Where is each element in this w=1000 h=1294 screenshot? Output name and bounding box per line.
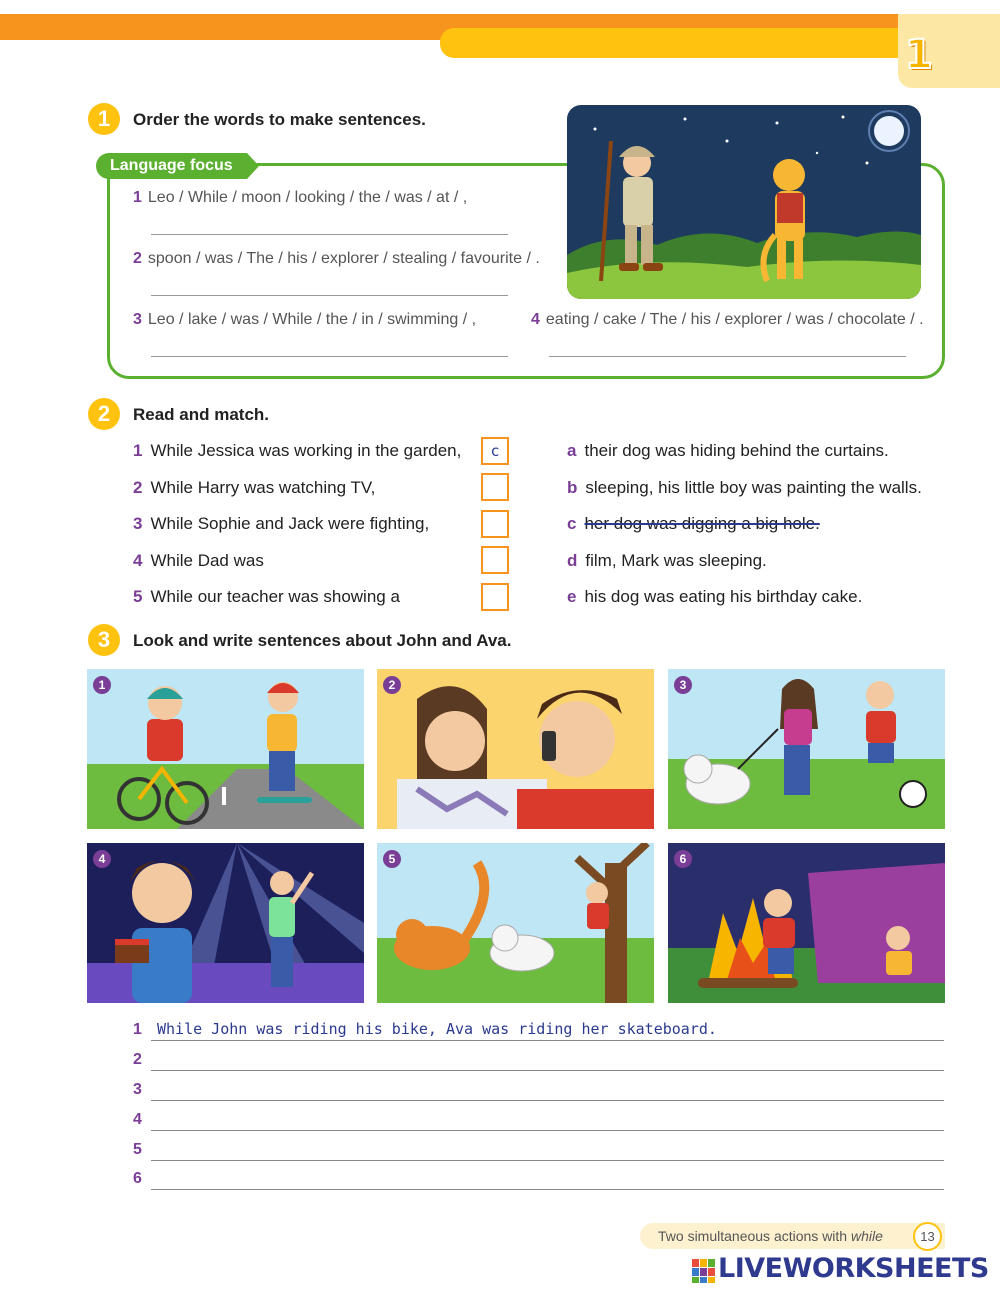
picture-1-bike-skateboard xyxy=(87,669,364,829)
picture-4-cake-dancing xyxy=(87,843,364,1003)
ex2-right-e-letter: e xyxy=(567,587,577,606)
picture-6-campfire-tent xyxy=(668,843,945,1003)
ex2-left-1-text: While Jessica was working in the garden, xyxy=(150,441,462,460)
ex1-item-2 xyxy=(133,250,540,268)
picture-5-cat-dog-tree xyxy=(377,843,654,1003)
picture-5-illustration xyxy=(377,843,654,1003)
picture-4-badge: 4 xyxy=(93,850,111,868)
footer-caption-text: Two simultaneous actions with xyxy=(658,1228,851,1244)
ex2-answer-box-4[interactable] xyxy=(481,546,509,574)
ex2-left-3-number: 3 xyxy=(133,514,143,533)
ex3-line-number-6: 6 xyxy=(133,1170,142,1187)
ex2-left-2 xyxy=(133,478,375,498)
exercise-1-number: 1 xyxy=(88,103,120,135)
ex1-item-4 xyxy=(531,311,924,329)
footer-caption xyxy=(640,1223,945,1249)
ex3-writing-line-5[interactable] xyxy=(151,1160,944,1161)
ex2-right-a xyxy=(567,441,889,461)
header-yellow-bar xyxy=(440,28,910,58)
picture-2-map-phone xyxy=(377,669,654,829)
ex1-answer-line-4[interactable] xyxy=(549,356,906,357)
picture-5-badge: 5 xyxy=(383,850,401,868)
explorer-leopard-scene xyxy=(567,105,921,299)
ex3-writing-line-1[interactable] xyxy=(151,1040,944,1041)
ex2-right-d xyxy=(567,551,767,571)
exercise-2-title: Read and match. xyxy=(133,405,270,424)
ex2-right-a-letter: a xyxy=(567,441,577,460)
language-focus-tab: Language focus xyxy=(96,153,247,179)
ex2-left-2-number: 2 xyxy=(133,478,143,497)
picture-6-badge: 6 xyxy=(674,850,692,868)
ex1-item-4-number: 4 xyxy=(531,311,540,328)
ex1-answer-line-3[interactable] xyxy=(151,356,508,357)
ex2-right-d-text: film, Mark was sleeping. xyxy=(585,551,767,570)
ex3-line-number-3: 3 xyxy=(133,1081,142,1098)
ex2-left-5 xyxy=(133,587,400,607)
ex3-example-answer: While John was riding his bike, Ava was riding her skateboard. xyxy=(157,1020,717,1038)
picture-2-badge: 2 xyxy=(383,676,401,694)
ex1-item-3 xyxy=(133,311,476,329)
ex2-answer-box-1[interactable]: c xyxy=(481,437,509,465)
ex1-item-2-number: 2 xyxy=(133,250,142,267)
ex2-left-4 xyxy=(133,551,264,571)
ex1-item-3-text: Leo / lake / was / While / the / in / swimming / , xyxy=(147,311,477,328)
ex2-right-e-text: his dog was eating his birthday cake. xyxy=(584,587,863,606)
picture-4-illustration xyxy=(87,843,364,1003)
ex1-item-2-text: spoon / was / The / his / explorer / stealing / favourite / . xyxy=(147,250,540,267)
ex1-item-1-text: Leo / While / moon / looking / the / was / at / , xyxy=(147,189,468,206)
ex3-writing-line-6[interactable] xyxy=(151,1189,944,1190)
picture-1-badge: 1 xyxy=(93,676,111,694)
page-number: 13 xyxy=(913,1222,942,1251)
ex2-left-4-text: While Dad was xyxy=(150,551,264,570)
exercise-1-title: Order the words to make sentences. xyxy=(133,110,426,129)
ex2-left-1 xyxy=(133,441,461,461)
ex2-right-a-text: their dog was hiding behind the curtains. xyxy=(584,441,889,460)
ex2-right-c-letter: c xyxy=(567,514,577,533)
picture-3-badge: 3 xyxy=(674,676,692,694)
ex2-left-3 xyxy=(133,514,429,534)
picture-3-dog-football xyxy=(668,669,945,829)
ex1-item-3-number: 3 xyxy=(133,311,142,328)
ex3-writing-line-2[interactable] xyxy=(151,1070,944,1071)
ex2-left-4-number: 4 xyxy=(133,551,143,570)
exercise-2-number: 2 xyxy=(88,398,120,430)
ex2-answer-box-2[interactable] xyxy=(481,473,509,501)
ex2-left-1-number: 1 xyxy=(133,441,143,460)
ex1-item-1-number: 1 xyxy=(133,189,142,206)
ex1-item-4-text: eating / cake / The / his / explorer / was / chocolate / . xyxy=(545,311,924,328)
ex2-answer-box-3[interactable] xyxy=(481,510,509,538)
ex2-answer-box-5[interactable] xyxy=(481,583,509,611)
ex3-line-number-5: 5 xyxy=(133,1141,142,1158)
picture-2-illustration xyxy=(377,669,654,829)
ex2-left-5-number: 5 xyxy=(133,587,143,606)
ex2-left-5-text: While our teacher was showing a xyxy=(150,587,400,606)
unit-number: 1 xyxy=(905,32,933,78)
exercise-3-number: 3 xyxy=(88,624,120,656)
scene-illustration xyxy=(567,105,921,299)
exercise-3-title: Look and write sentences about John and Ava. xyxy=(133,631,512,650)
ex3-writing-line-3[interactable] xyxy=(151,1100,944,1101)
picture-6-illustration xyxy=(668,843,945,1003)
ex1-answer-line-1[interactable] xyxy=(151,234,508,235)
ex1-item-1 xyxy=(133,189,467,207)
picture-1-illustration xyxy=(87,669,364,829)
ex3-line-number-4: 4 xyxy=(133,1111,142,1128)
ex3-line-number-2: 2 xyxy=(133,1051,142,1068)
ex1-answer-line-2[interactable] xyxy=(151,295,508,296)
picture-3-illustration xyxy=(668,669,945,829)
ex2-right-b-text: sleeping, his little boy was painting the walls. xyxy=(585,478,922,497)
liveworksheets-brand: LIVEWORKSHEETS xyxy=(718,1253,989,1284)
ex2-right-d-letter: d xyxy=(567,551,578,570)
ex2-right-c xyxy=(567,514,820,534)
ex2-right-b xyxy=(567,478,922,498)
ex2-right-e xyxy=(567,587,862,607)
ex2-left-3-text: While Sophie and Jack were fighting, xyxy=(150,514,430,533)
footer-caption-italic: while xyxy=(850,1228,883,1244)
ex3-writing-line-4[interactable] xyxy=(151,1130,944,1131)
ex2-right-c-text: her dog was digging a big hole. xyxy=(584,514,820,533)
ex2-right-b-letter: b xyxy=(567,478,578,497)
ex2-left-2-text: While Harry was watching TV, xyxy=(150,478,376,497)
ex3-line-number-1: 1 xyxy=(133,1021,142,1038)
